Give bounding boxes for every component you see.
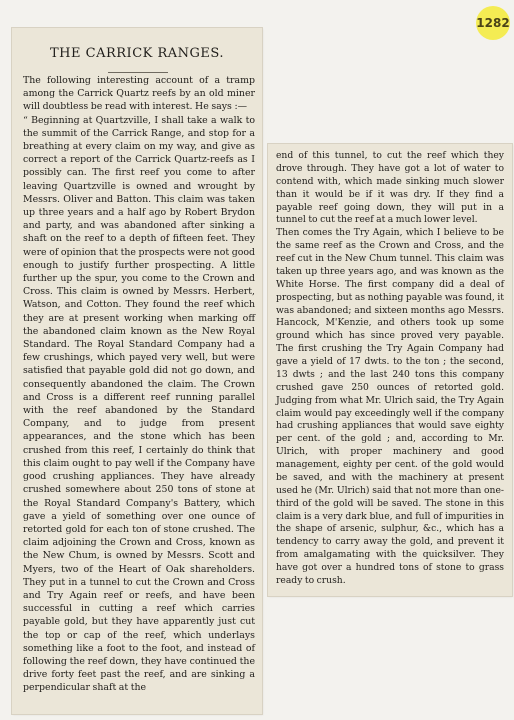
article-title: THE CARRICK RANGES. (50, 46, 224, 61)
article-body-column-1: The following interesting account of a tramp among the Carrick Quartz reefs by an old miner will doubtless be read with interest. He says :— “ Beginning at Quartzville, I shall take a walk to the summit of the Carrick Range, and stop for a breathing at every claim on my way, and give as correct a report of the Carrick Quartz-reefs as I possibly can. The first reef you come to after leaving Quartzville is owned and wrought by Messrs. Oliver and Batton. This claim was taken up three years and a half ago by Robert Brydon and party, and was abandoned after sinking a shaft on the reef to a depth of fifteen feet. They were of opinion that the prospects were not good enough to justify further prospecting. A little further up the spur, you come to the Crown and Cross. This claim is owned by Messrs. Herbert, Watson, and Cotton. They found the reef which they are at present working when marking off the abandoned claim known as the New Royal Standard. The Royal Standard Company had a few crushings, which payed very well, but were satisfied that payable gold did not go down, and consequently abandoned the claim. The Crown and Cross is a different reef running parallel with the reef abandoned by the Standard Company, and to judge from present appearances, and the stone which has been crushed from this reef, I certainly do think that this claim ought to pay well if the Company have good crushing appliances. They have already crushed somewhere about 250 tons of stone at the Royal Standard Company's Battery, which gave a yield of something over one ounce of retorted gold for each ton of stone crushed. The claim adjoining the Crown and Cross, known as the New Chum, is owned by Messrs. Scott and Myers, two of the Heart of Oak shareholders. They put in a tunnel to cut the Crown and Cross and Try Again reef or reefs, and have been successful in cutting a reef which carries payable gold, but they have apparently just cut the top or cap of the reef, which underlays something like a foot to the foot, and instead of following the reef down, they have continued the drive forty feet past the reef, and are sinking a perpendicular shaft at the (23, 75, 255, 694)
article-clipping-right (268, 144, 512, 596)
article-clipping-left (12, 28, 262, 714)
page-number-badge (476, 6, 510, 40)
article-body-column-2: end of this tunnel, to cut the reef which they drove through. They have got a lot of water to contend with, which made sinking much slower than it would be if it was dry. If they find a payable reef going down, they will put in a tunnel to cut the reef at a much lower level. Then comes the Try Again, which I believe to be the same reef as the Crown and Cross, and the reef cut in the New Chum tunnel. This claim was taken up three years ago, and was known as the White Horse. The first company did a deal of prospecting, but as nothing payable was found, it was abandoned; and sixteen months ago Messrs. Hancock, M'Kenzie, and others took up some ground which has since proved very payable. The first crushing the Try Again Company had gave a yield of 17 dwts. to the ton ; the second, 13 dwts ; and the last 240 tons this company crushed gave 250 ounces of retorted gold. Judging from what Mr. Ulrich said, the Try Again claim would pay exceedingly well if the company had crushing appliances that would save eighty per cent. of the gold ; and, according to Mr. Ulrich, with proper machinery and good management, eighty per cent. of the gold would be saved, and with the machinery at present used he (Mr. Ulrich) said that not more than one-third of the gold will be saved. The stone in this claim is a very dark blue, and full of impurities in the shape of arsenic, sulphur, &c., which has a tendency to carry away the gold, and prevent it from amalgamating with the quicksilver. They have got over a hundred tons of stone to grass ready to crush. (276, 150, 504, 586)
title-divider (108, 72, 168, 73)
page-number: 1282 (476, 16, 510, 30)
